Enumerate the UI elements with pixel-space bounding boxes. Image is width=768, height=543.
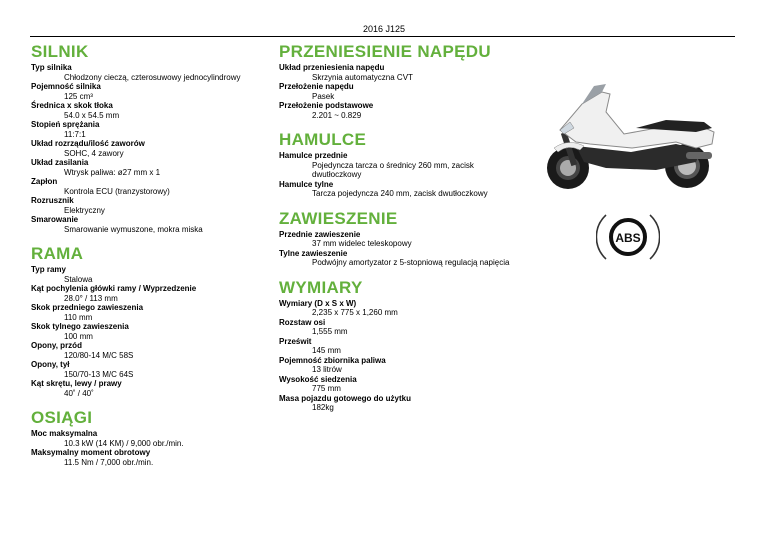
spec-label: Wysokość siedzenia [279, 374, 357, 384]
spec-value: Skrzynia automatyczna CVT [312, 72, 413, 82]
spec-label: Stopień sprężania [31, 120, 100, 129]
spec-value: 2.201 ~ 0.829 [312, 110, 362, 120]
spec-label: Pojemność silnika [31, 82, 101, 91]
spec-value: 11:7:1 [64, 129, 86, 139]
section-title: WYMIARY [279, 277, 363, 297]
spec-value: 120/80-14 M/C 58S [64, 350, 134, 360]
spec-label: Maksymalny moment obrotowy [31, 448, 151, 457]
spec-label: Skok tylnego zawieszenia [31, 322, 129, 331]
spec-label: Masa pojazdu gotowego do użytku [279, 393, 411, 403]
abs-badge [596, 205, 660, 269]
spec-value: 13 litrów [312, 365, 342, 374]
middle-column [279, 42, 519, 413]
spec-label: Rozrusznik [31, 196, 74, 205]
section-hamulce [279, 130, 519, 199]
spec-label: Układ rozrządu/ilość zaworów [31, 139, 145, 148]
abs-icon: ABS [615, 231, 641, 245]
spec-label: Typ silnika [31, 63, 72, 72]
spec-value: 10.3 kW (14 KM) / 9,000 obr./min. [64, 438, 184, 448]
spec-label: Wymiary (D x S x W) [279, 298, 357, 308]
spec-value: 775 mm [312, 384, 341, 393]
spec-label: Opony, przód [31, 341, 82, 350]
spec-list [279, 299, 519, 413]
spec-value: 37 mm widelec teleskopowy [312, 239, 412, 248]
spec-value: Smarowanie wymuszone, mokra miska [64, 224, 203, 234]
spec-list [31, 63, 266, 234]
spec-label: Prześwit [279, 336, 312, 346]
spec-label: Tylne zawieszenie [279, 248, 348, 258]
spec-list [279, 151, 519, 199]
spec-value: 1,555 mm [312, 327, 348, 336]
section-wymiary [279, 278, 519, 413]
spec-label: Przełożenie podstawowe [279, 101, 374, 110]
header-divider [30, 36, 735, 37]
spec-label: Moc maksymalna [31, 429, 98, 438]
spec-list [279, 230, 519, 268]
spec-value: Kontrola ECU (tranzystorowy) [64, 186, 170, 196]
spec-value: Pasek [312, 91, 335, 101]
spec-label: Przełożenie napędu [279, 82, 354, 91]
section-osiagi [31, 408, 266, 467]
spec-label: Układ zasilania [31, 158, 89, 167]
spec-label: Kąt pochylenia główki ramy / Wyprzedzenie [31, 284, 197, 293]
spec-list [31, 265, 266, 398]
spec-label: Opony, tył [31, 360, 70, 369]
section-title: RAMA [31, 244, 84, 263]
spec-label: Pojemność zbiornika paliwa [279, 355, 386, 365]
spec-value: 110 mm [64, 312, 93, 322]
spec-value: 125 cm³ [64, 91, 93, 101]
spec-list [31, 429, 266, 467]
spec-label: Smarowanie [31, 215, 79, 224]
section-title: ZAWIESZENIE [279, 208, 398, 228]
spec-value: 150/70-13 M/C 64S [64, 369, 134, 379]
spec-label: Hamulce przednie [279, 151, 348, 160]
spec-label: Układ przeniesienia napędu [279, 63, 385, 72]
spec-value: 40˚ / 40˚ [64, 388, 94, 398]
spec-label: Średnica x skok tłoka [31, 101, 113, 110]
spec-value: SOHC, 4 zawory [64, 148, 124, 158]
spec-value: Stalowa [64, 274, 93, 284]
spec-value: 54.0 x 54.5 mm [64, 110, 120, 120]
section-silnik [31, 42, 266, 234]
spec-value: Wtrysk paliwa: ø27 mm x 1 [64, 167, 161, 177]
spec-value: Elektryczny [64, 205, 105, 215]
spec-label: Hamulce tylne [279, 179, 334, 189]
spec-value: Chłodzony cieczą, czterosuwowy jednocylindrowy [64, 72, 241, 82]
section-rama [31, 244, 266, 398]
spec-value: 145 mm [312, 346, 341, 355]
section-title: OSIĄGI [31, 408, 93, 427]
spec-value: 100 mm [64, 331, 93, 341]
section-title: SILNIK [31, 42, 89, 61]
spec-label: Przednie zawieszenie [279, 229, 361, 239]
spec-value: Tarcza pojedyncza 240 mm, zacisk dwutłoczkowy [312, 189, 488, 198]
section-title: HAMULCE [279, 130, 367, 149]
spec-label: Rozstaw osi [279, 317, 326, 327]
spec-value: Pojedyncza tarcza o średnicy 260 mm, zacisk dwutłoczkowy [312, 160, 474, 179]
section-zawieszenie [279, 209, 519, 268]
section-title: PRZENIESIENIE NAPĘDU [279, 42, 491, 61]
spec-label: Kąt skrętu, lewy / prawy [31, 379, 122, 388]
spec-label: Typ ramy [31, 265, 66, 274]
section-przeniesienie [279, 42, 519, 120]
document-header: 2016 J125 [362, 24, 406, 34]
spec-value: 2,235 x 775 x 1,260 mm [312, 308, 398, 317]
spec-value: 28.0° / 113 mm [64, 293, 118, 303]
spec-value: Podwójny amortyzator z 5-stopniową regulacją napięcia [312, 258, 510, 267]
scooter-image [536, 82, 726, 192]
spec-list [279, 63, 519, 120]
left-column [31, 42, 266, 467]
spec-label: Zapłon [31, 177, 58, 186]
spec-label: Skok przedniego zawieszenia [31, 303, 144, 312]
spec-value: 182kg [312, 403, 334, 412]
spec-value: 11.5 Nm / 7,000 obr./min. [64, 457, 154, 467]
